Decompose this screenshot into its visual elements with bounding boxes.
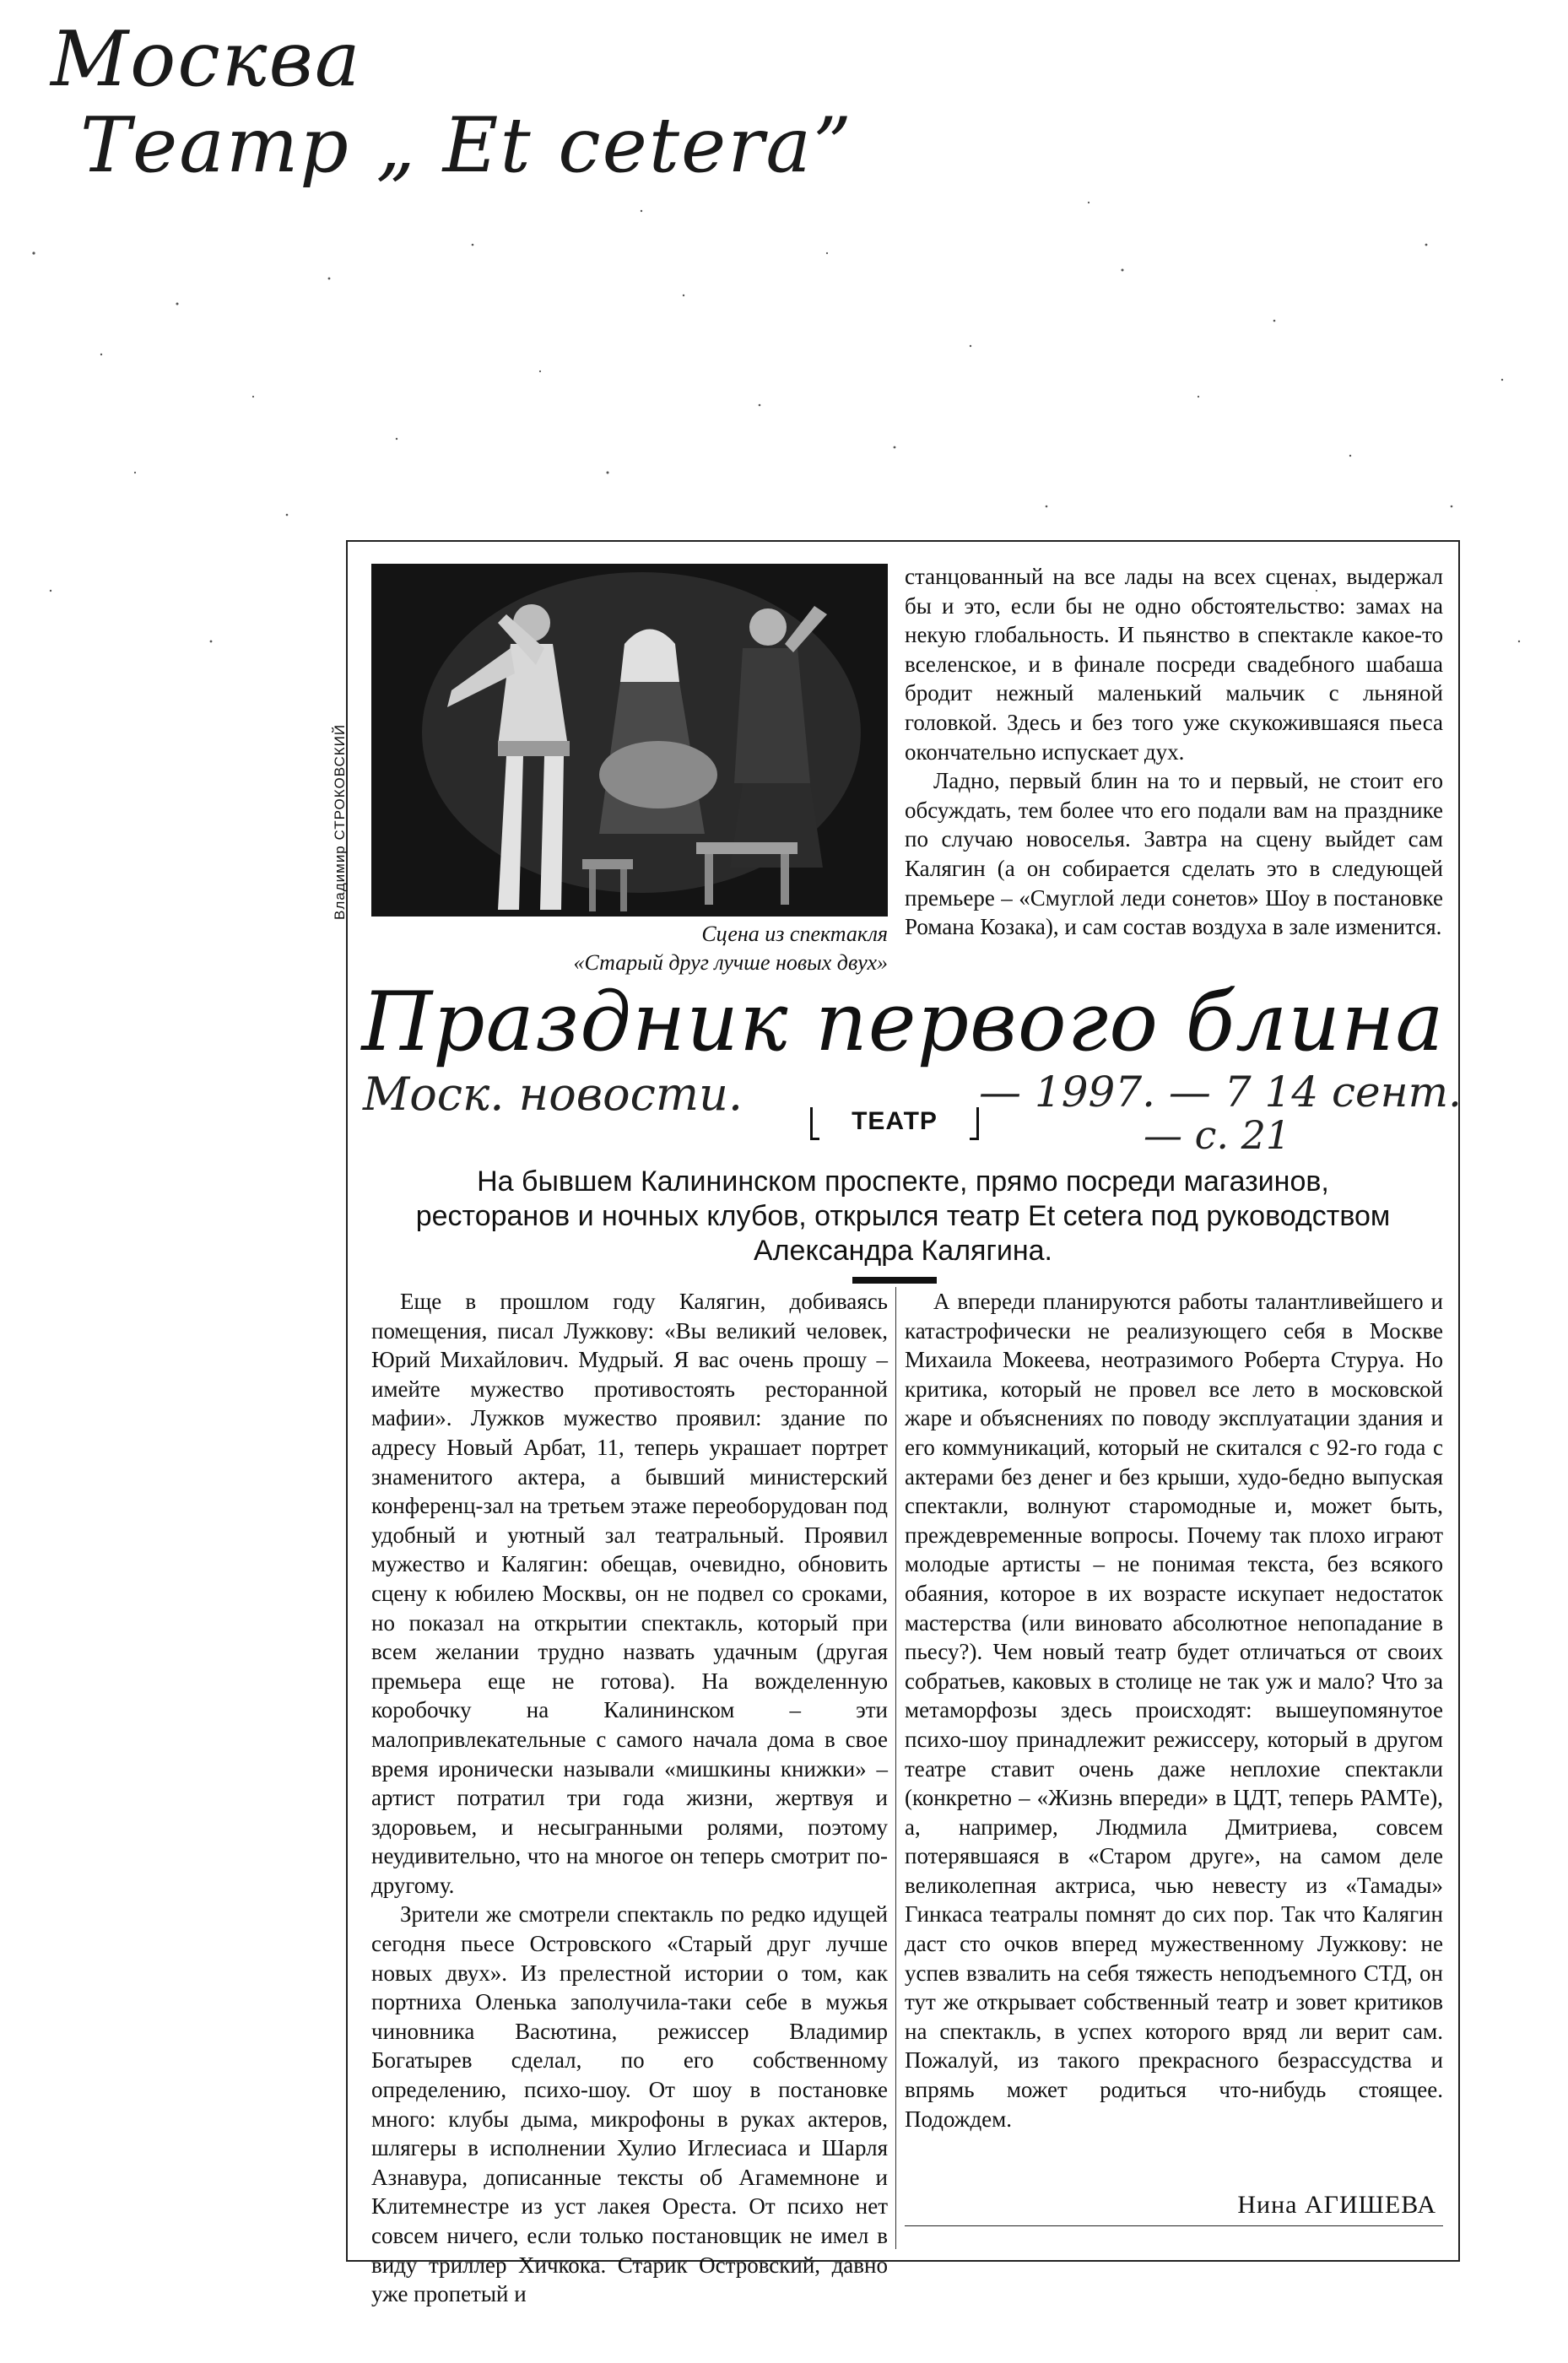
article-lead: На бывшем Калининском проспекте, прямо посреди магазинов, ресторанов и ночных клубов, открылся театр Et cetera под руководством Александра Калягина. bbox=[415, 1165, 1391, 1267]
article-headline: Праздник первого блина bbox=[361, 975, 1445, 1069]
scene-photo-illustration bbox=[371, 564, 888, 917]
rubric-text: ТЕАТР bbox=[852, 1107, 938, 1135]
handwritten-source-note: Моск. новости. bbox=[363, 1068, 743, 1121]
rubric-left-bracket bbox=[810, 1107, 819, 1140]
paragraph: А впереди планируются работы талантливейшего и катастрофически не реализующего себя в Москве Михаила Мокеева, неотразимого Роберта Стуруа. Но критика, который не провел все лето в московской жаре и объяснениях по поводу эксплуатации здания и его коммуникаций, который не скитался с 92-го года с актерами без денег и без крыши, худо-бедно выпуская спектакли, волнуют старомодные и, может быть, преждевременные вопросы. Почему так плохо играют молодые артисты – не понимая текста, без всякого обаяния, которое в их возрасте искупает недостаток мастерства (или виновато абсолютное непопадание в пьесу?). Чем новый театр будет отличаться от своих собратьев, каковых в столице не так уж и мало? Что за метаморфозы здесь происходят: вышеупомянутое психо-шоу принадлежит режиссеру, который в другом театре ставит очень даже неплохие спектакли (конкретно – «Жизнь впереди» в ЦДТ, теперь РАМТе), а, например, Людмила Дмитриева, совсем потерявшаяся в «Старом друге», на самом деле великолепная актриса, чью невесту из «Тамады» Гинкаса театралы помнят до сих пор. Так что Калягин даст сто очков вперед мужественному Лужкову: не успев взвалить на себя тяжесть неподъемного СТД, он тут же открывает собственный театр и зовет критиков на спектакль, в успех которого вряд ли верит сам. Пожалуй, из такого прекрасного безрассудства и впрямь может родиться что-нибудь стоящее. Подождем. bbox=[905, 1289, 1443, 2132]
paragraph: Зрители же смотрели спектакль по редко идущей сегодня пьесе Островского «Старый друг лучше новых двух». Из прелестной истории о том, как портниха Оленька заполучила-таки себе в мужья чиновника Васютина, режиссер Владимир Богатырев сделал, по его собственному определению, психо-шоу. От шоу в постановке много: клубы дыма, микрофоны в руках актеров, шлягеры в исполнении Хулио Иглесиаса и Шарля Азнавура, дописанные тексты об Агамемноне и Клитемнестре из уст лакея Ореста. От психо нет совсем ничего, если только постановщик не имел в виду триллер Хичкока. Старик Островский, давно уже пропетый и bbox=[371, 1901, 888, 2307]
lead-rule bbox=[852, 1277, 937, 1284]
handwritten-date-note: — 1997. — 7 14 сент. bbox=[979, 1068, 1462, 1117]
byline-rule bbox=[905, 2225, 1443, 2226]
handwritten-theatre-note: Театр „ Et cetera” bbox=[80, 101, 854, 190]
handwritten-page-note: — с. 21 bbox=[1144, 1112, 1291, 1158]
caption-line-1: Сцена из спектакля bbox=[701, 922, 888, 946]
rubric-label bbox=[810, 1102, 979, 1141]
article-top-right-column bbox=[905, 562, 1443, 942]
rubric-right-bracket bbox=[970, 1107, 979, 1140]
article-column-right bbox=[905, 1287, 1443, 2133]
column-divider bbox=[895, 1287, 896, 2249]
photo-credit: Владимир СТРОКОВСКИЙ bbox=[332, 723, 348, 920]
photo-caption bbox=[371, 920, 888, 977]
caption-line-2: «Старый друг лучше новых двух» bbox=[573, 950, 888, 975]
paragraph: Ладно, первый блин на то и первый, не стоит его обсуждать, тем более что его подали вам на празднике по случаю новоселья. Завтра на сцену выйдет сам Калягин (а он собирается сделать это в следующей премьере – «Смуглой леди сонетов» Шоу в постановке Романа Козака), и сам состав воздуха в зале изменится. bbox=[905, 768, 1443, 940]
paragraph: Еще в прошлом году Калягин, добиваясь помещения, писал Лужкову: «Вы великий человек, Юрий Михайлович. Мудрый. Я вас очень прошу – имейте мужество противостоять ресторанной мафии». Лужков мужество проявил: здание по адресу Новый Арбат, 11, теперь украшает портрет знаменитого актера, а бывший министерский конференц-зал на третьем этаже переоборудован под удобный и уютный зал театральный. Проявил мужество и Калягин: обещав, очевидно, обновить сцену к юбилею Москвы, он не подвел со сроками, но показал на открытии спектакль, который при всем желании трудно назвать удачным (другая премьера еще не готова). На вожделенную коробочку на Калининском – эти малопривлекательные с самого начала дома в свое время иронически называли «мишкины книжки» – артист потратил три года жизни, жертвуя и здоровьем, и несыгранными ролями, поэтому неудивительно, что на многое он теперь смотрит по-другому. bbox=[371, 1289, 888, 1898]
handwritten-city-note: Москва bbox=[51, 15, 362, 104]
scene-photo bbox=[371, 564, 888, 917]
author-byline: Нина АГИШЕВА bbox=[1237, 2191, 1436, 2219]
article-column-left bbox=[371, 1287, 888, 2309]
paragraph: станцованный на все лады на всех сценах, выдержал бы и это, если бы не одно обстоятельство: замах на некую глобальность. И пьянство в спектакле какое-то вселенское, и в финале посреди свадебного шабаша бродит нежный маленький мальчик с льняной головкой. Здесь и без того уже скукожившаяся пьеса окончательно испускает дух. bbox=[905, 564, 1443, 765]
